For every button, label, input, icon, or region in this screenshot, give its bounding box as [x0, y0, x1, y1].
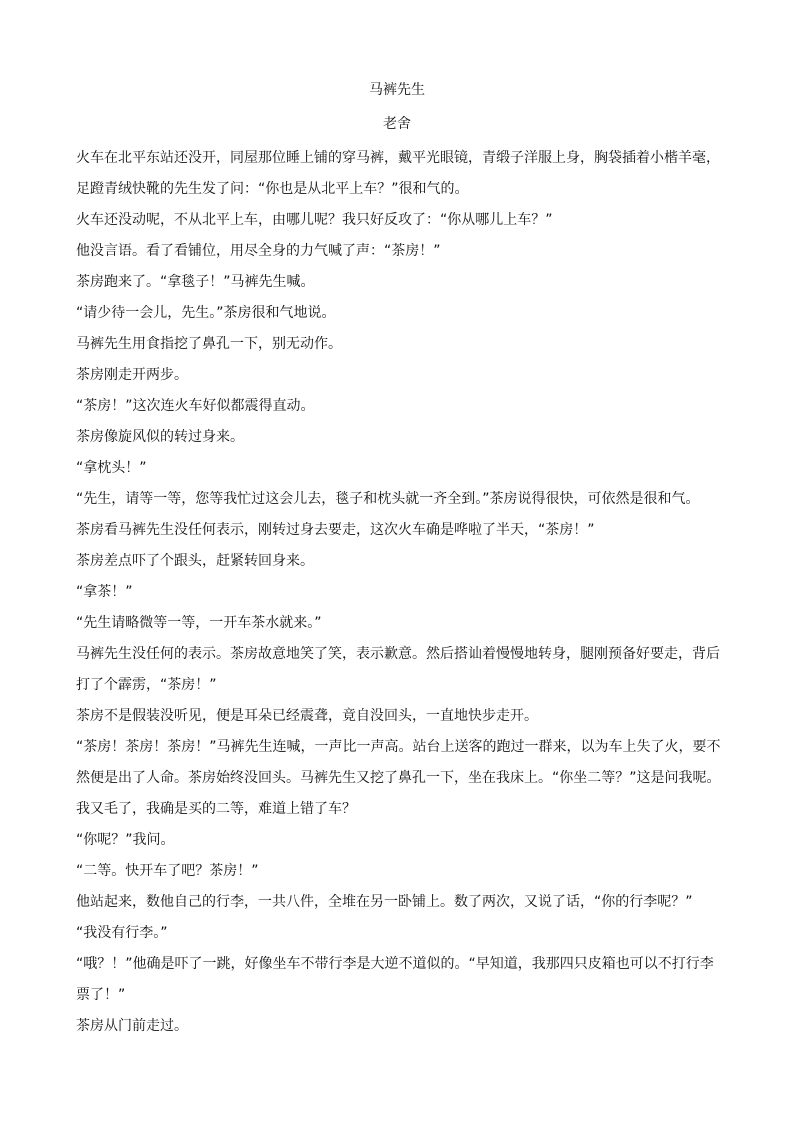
paragraph: 马裤先生用食指挖了鼻孔一下，别无动作。 — [76, 336, 342, 352]
paragraph: “茶房！茶房！茶房！”马裤先生连喊，一声比一声高。站台上送客的跑过一群来，以为车上失了火，要不然便是出了人命。茶房始终没回头。马裤先生又挖了鼻孔一下，坐在我床上。“你坐二等？”这是问我呢。我又毛了，我确是买的二等，难道上错了车？ — [76, 739, 721, 817]
paragraph: 茶房从门前走过。 — [76, 1018, 188, 1034]
paragraph: “拿枕头！” — [76, 460, 147, 476]
paragraph: 他站起来，数他自己的行李，一共八件，全堆在另一卧铺上。数了两次，又说了话，“你的行李呢？” — [76, 894, 693, 910]
paragraph: “我没有行李。” — [76, 925, 168, 941]
paragraph: “你呢？”我问。 — [76, 832, 175, 848]
paragraph: 火车在北平东站还没开，同屋那位睡上铺的穿马裤，戴平光眼镜，青缎子洋服上身，胸袋插着小楷羊毫，足蹬青绒快靴的先生发了问：“你也是从北平上车？”很和气的。 — [76, 150, 720, 197]
paragraph: “先生请略微等一等，一开车茶水就来。” — [76, 615, 322, 631]
paragraph: 火车还没动呢，不从北平上车，由哪儿呢？我只好反攻了：“你从哪儿上车？” — [76, 212, 553, 228]
paragraph: “先生，请等一等，您等我忙过这会儿去，毯子和枕头就一齐全到。”茶房说得很快，可依然是很和气。 — [76, 491, 700, 507]
paragraph: 他没言语。看了看铺位，用尽全身的力气喊了声：“茶房！” — [76, 243, 441, 259]
paragraph: “请少待一会儿，先生。”茶房很和气地说。 — [76, 305, 336, 321]
story-body — [76, 143, 721, 1042]
paragraph: “茶房！”这次连火车好似都震得直动。 — [76, 398, 315, 414]
paragraph: “拿茶！” — [76, 584, 133, 600]
paragraph: 茶房不是假装没听见，便是耳朵已经震聋，竟自没回头，一直地快步走开。 — [76, 708, 538, 724]
paragraph: 茶房像旋风似的转过身来。 — [76, 429, 244, 445]
paragraph: “二等。快开车了吧？茶房！” — [76, 863, 259, 879]
paragraph: 茶房跑来了。“拿毯子！”马裤先生喊。 — [76, 274, 315, 290]
paragraph: 茶房差点吓了个跟头，赶紧转回身来。 — [76, 553, 314, 569]
paragraph: 马裤先生没任何的表示。茶房故意地笑了笑，表示歉意。然后搭讪着慢慢地转身，腿刚预备好要走，背后打了个霹雳，“茶房！” — [76, 646, 720, 693]
paragraph: “哦？！”他确是吓了一跳，好像坐车不带行李是大逆不道似的。“早知道，我那四只皮箱也可以不打行李票了！” — [76, 956, 714, 1003]
story-author: 老舍 — [383, 116, 411, 132]
paragraph: 茶房看马裤先生没任何表示，刚转过身去要走，这次火车确是哗啦了半天，“茶房！” — [76, 522, 595, 538]
paragraph: 茶房刚走开两步。 — [76, 367, 188, 383]
story-title: 马裤先生 — [369, 82, 425, 98]
